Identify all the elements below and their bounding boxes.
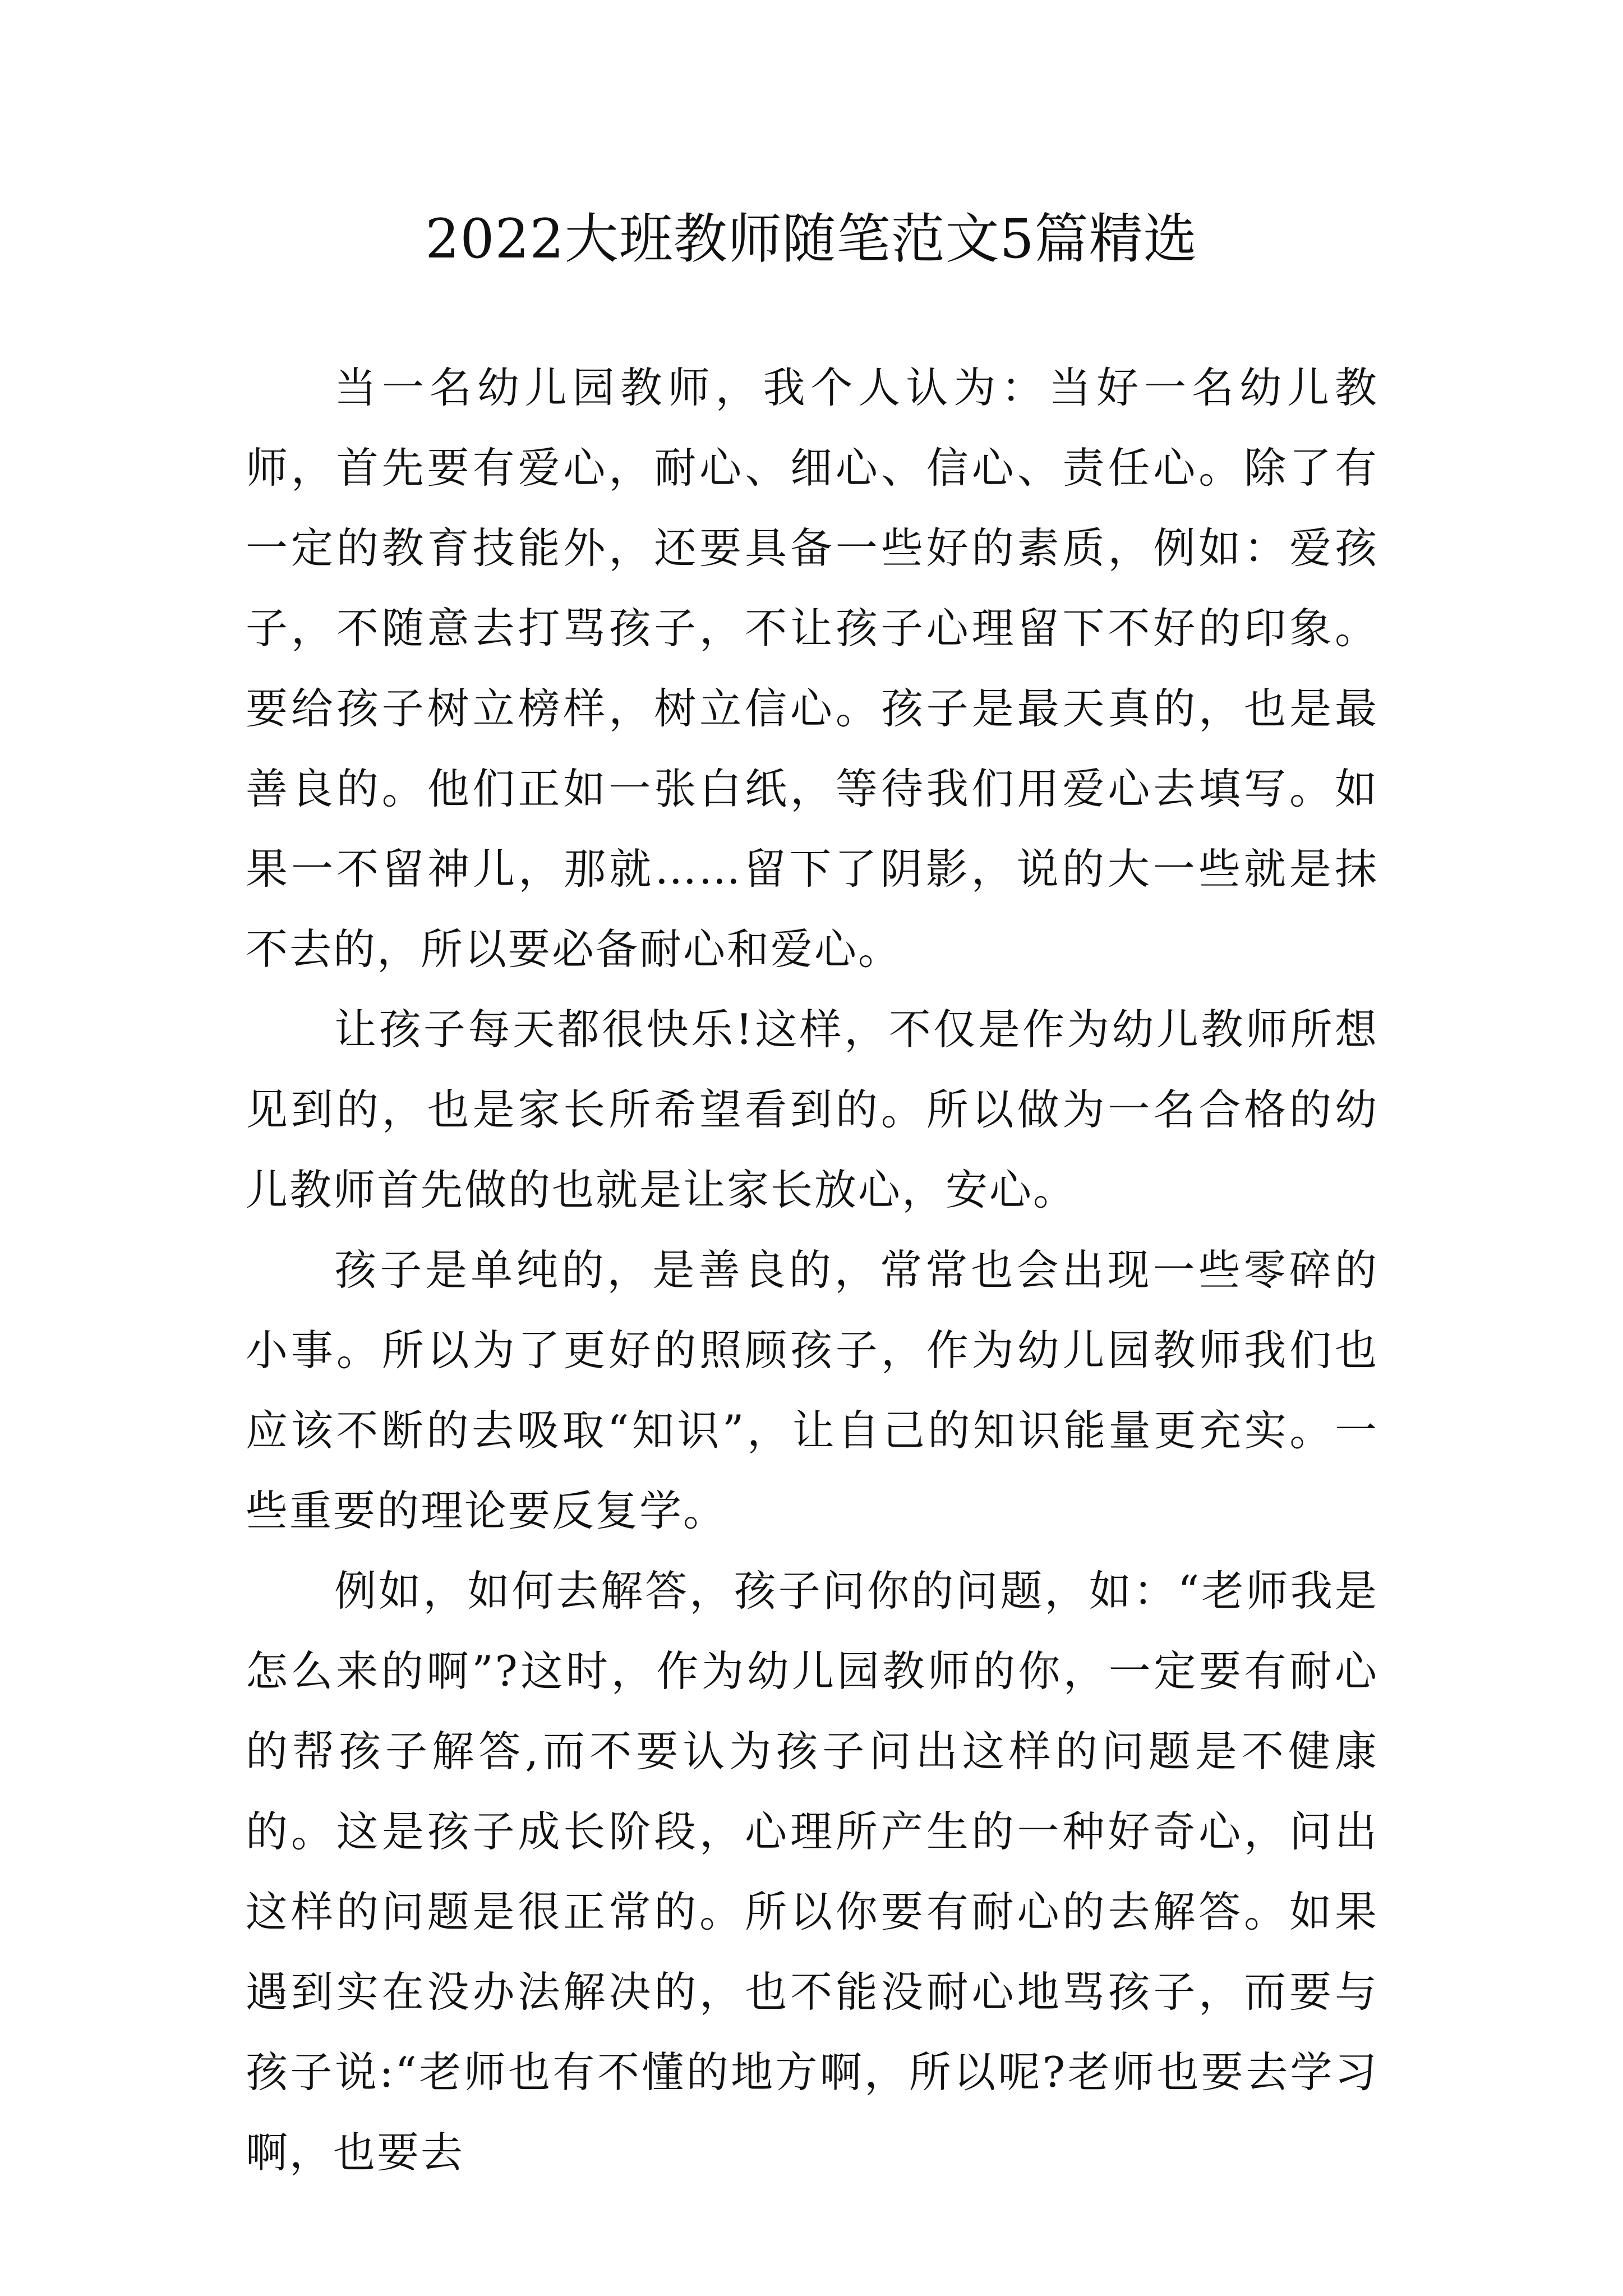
paragraph-4: 例如，如何去解答，孩子问你的问题，如：“老师我是怎么来的啊”?这时，作为幼儿园教师的你，一定要有耐心的帮孩子解答,而不要认为孩子问出这样的问题是不健康的。这是孩子成长阶段，心理所产生的一种好奇心，问出这样的问题是很正常的。所以你要有耐心的去解答。如果遇到实在没办法解决的，也不能没耐心地骂孩子，而要与孩子说:“老师也有不懂的地方啊，所以呢?老师也要去学习啊，也要去 — [246, 1566, 1378, 2177]
paragraph-3: 孩子是单纯的，是善良的，常常也会出现一些零碎的小事。所以为了更好的照顾孩子，作为幼儿园教师我们也应该不断的去吸取“知识”，让自己的知识能量更充实。一些重要的理论要反复学。 — [246, 1245, 1378, 1535]
paragraph-2: 让孩子每天都很快乐!这样，不仅是作为幼儿教师所想见到的，也是家长所希望看到的。所以做为一名合格的幼儿教师首先做的也就是让家长放心，安心。 — [246, 1005, 1378, 1214]
document-body — [246, 348, 1378, 2193]
paragraph-1: 当一名幼儿园教师，我个人认为：当好一名幼儿教师，首先要有爱心，耐心、细心、信心、责任心。除了有一定的教育技能外，还要具备一些好的素质，例如：爱孩子，不随意去打骂孩子，不让孩子心理留下不好的印象。要给孩子树立榜样，树立信心。孩子是最天真的，也是最善良的。他们正如一张白纸，等待我们用爱心去填写。如果一不留神儿，那就……留下了阴影，说的大一些就是抹不去的，所以要必备耐心和爱心。 — [246, 363, 1378, 974]
document-title: 2022大班教师随笔范文5篇精选 — [425, 208, 1198, 270]
